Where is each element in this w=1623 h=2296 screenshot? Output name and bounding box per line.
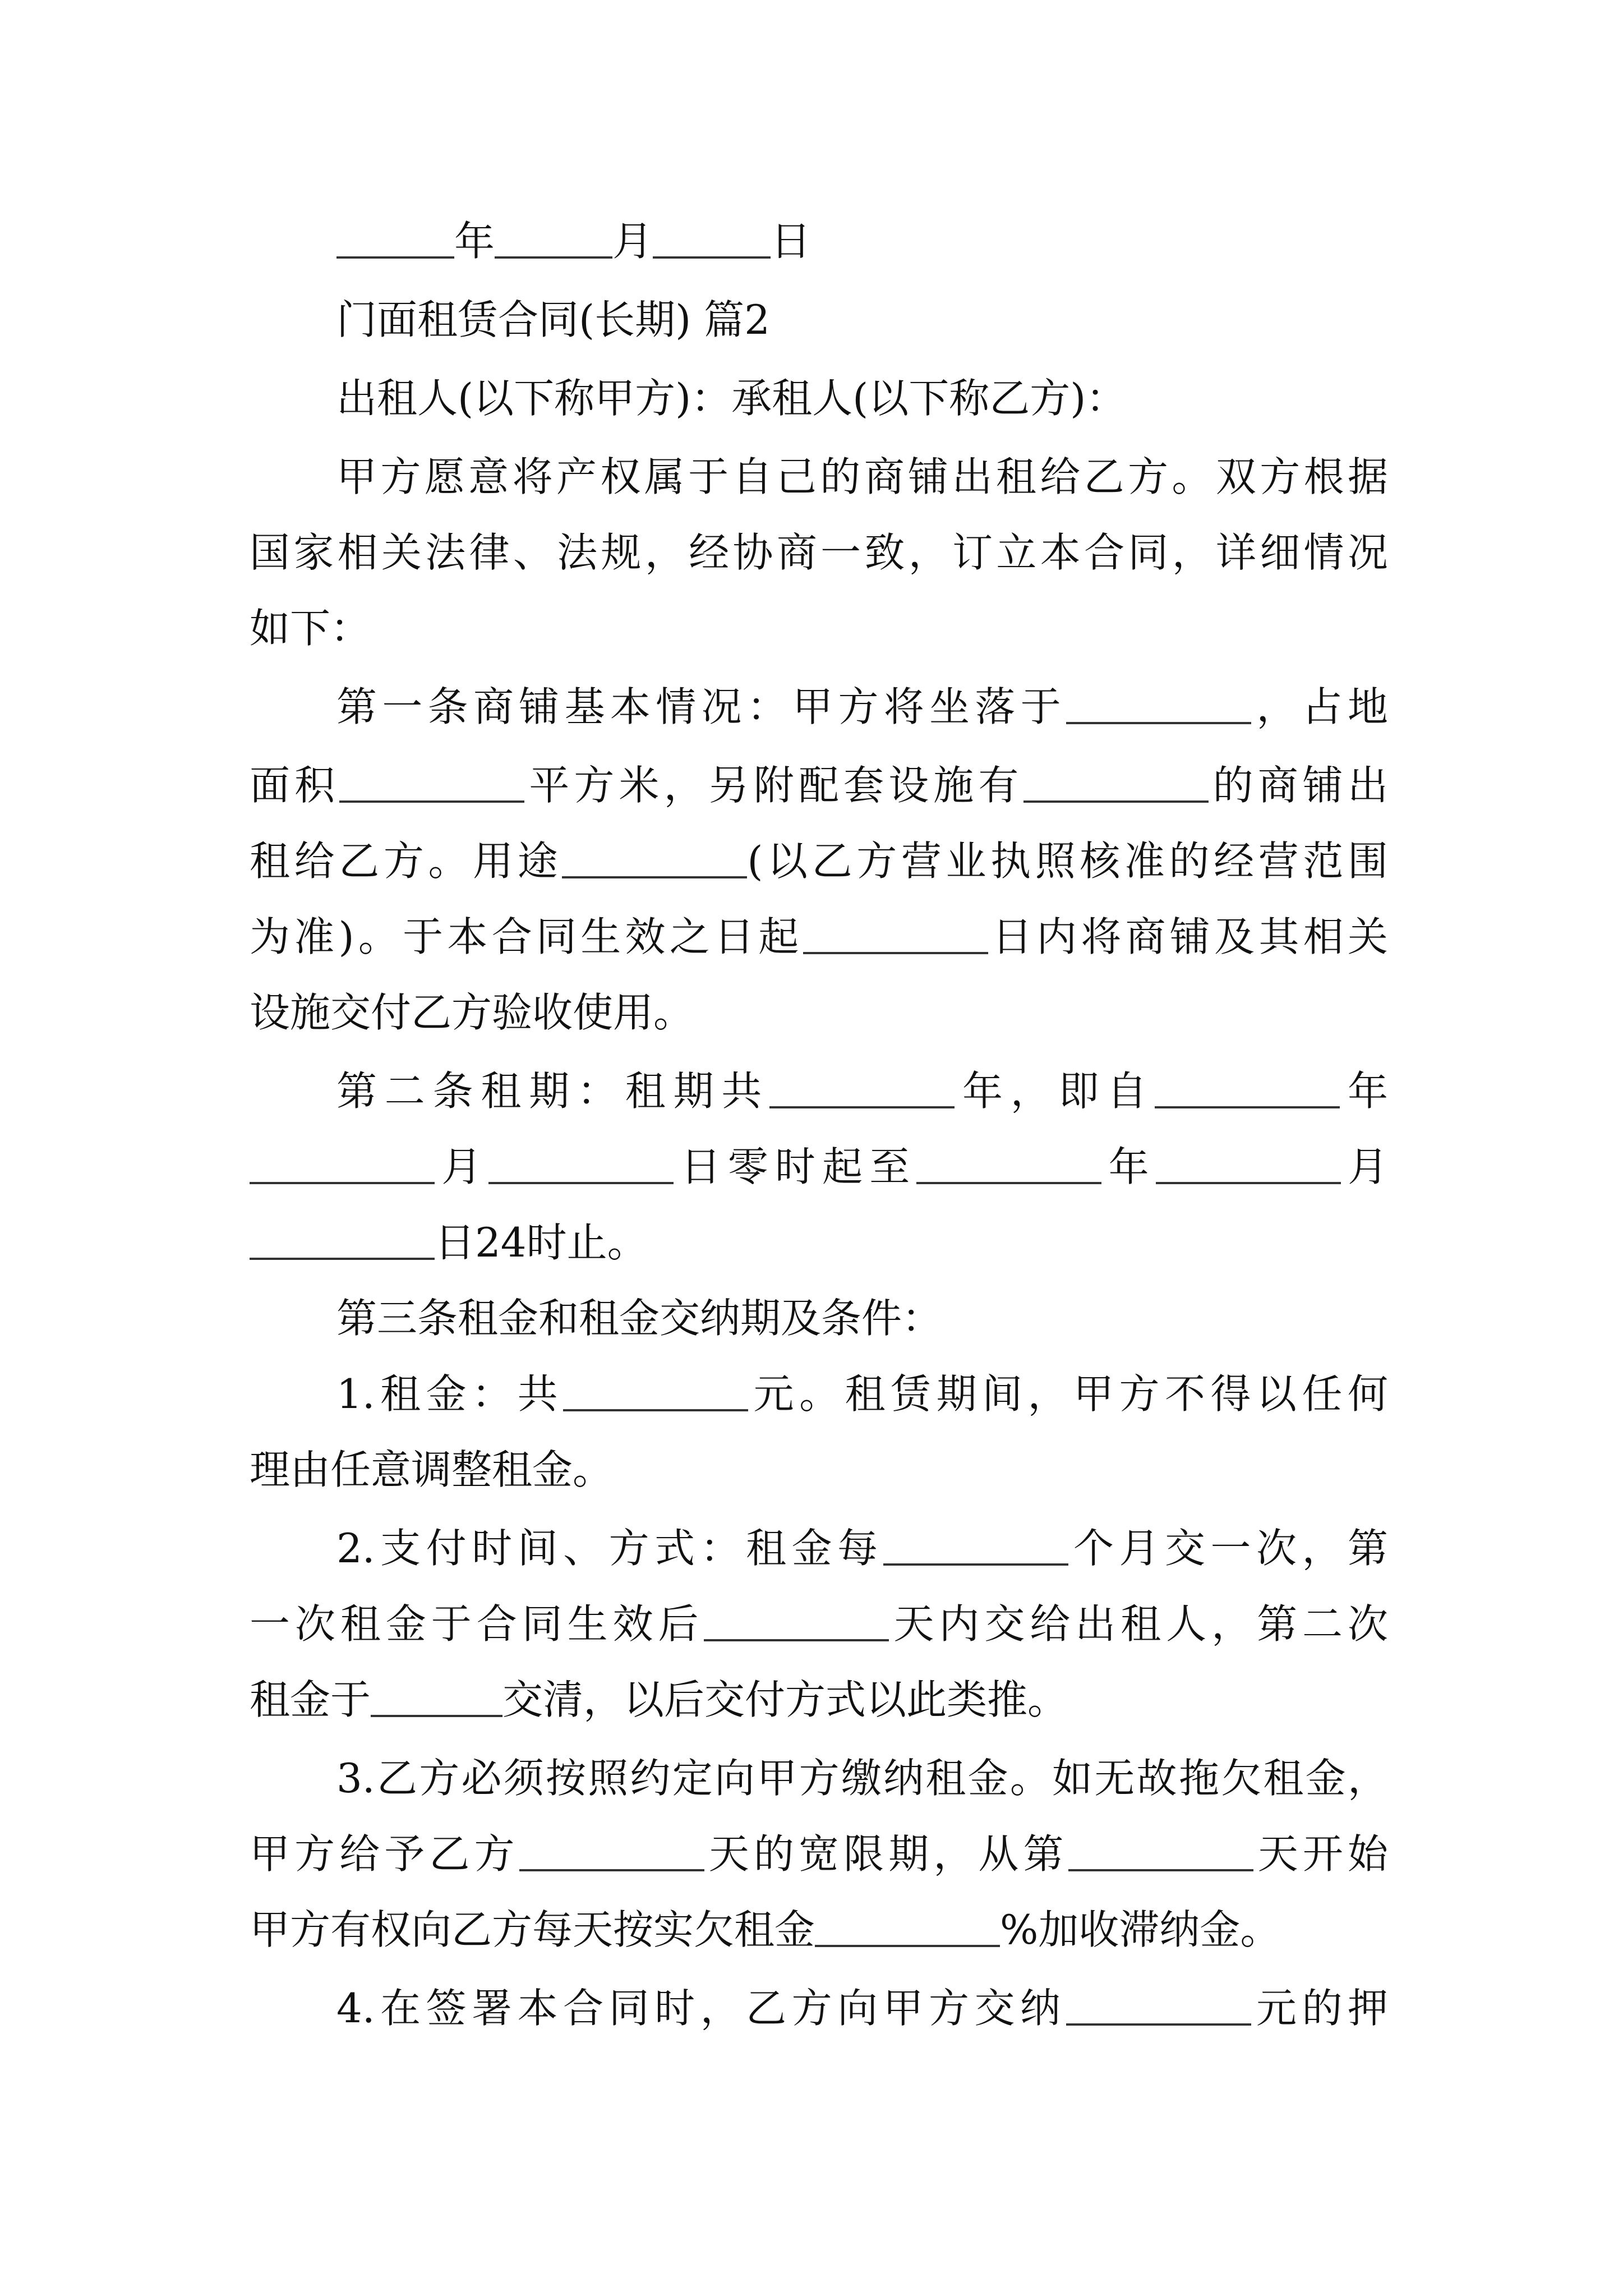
art3-p3-line-2: 甲方给予乙方 天的宽限期，从第 天开始: [250, 1830, 1388, 1878]
art3-p2-line-1: 2.支付时间、方式：租金每 个月交一次，第: [336, 1525, 1388, 1572]
area-blank: [339, 767, 524, 803]
art3-p3-line-1: 3.乙方必须按照约定向甲方缴纳租金。如无故拖欠租金，: [336, 1755, 1388, 1802]
address-blank: [1066, 688, 1251, 724]
art2-line-1: 第二条租期：租期共 年，即自 年: [336, 1068, 1388, 1115]
intro-line-2: 国家相关法律、法规，经协商一致，订立本合同，详细情况: [250, 529, 1388, 576]
art1-line-4: 为准)。于本合同生效之日起 日内将商铺及其相关: [250, 913, 1388, 960]
end-day-blank: [250, 1224, 435, 1260]
term-years-blank: [769, 1073, 955, 1108]
date-line: 年 月 日: [336, 196, 1475, 286]
art3-title: 第三条租金和租金交纳期及条件：: [336, 1295, 943, 1342]
end-month-blank: [1156, 1148, 1341, 1184]
art3-p1-line-2: 理由任意调整租金。: [250, 1446, 614, 1493]
delivery-days-blank: [803, 918, 988, 954]
penalty-rate-blank: [815, 1911, 1000, 1947]
art1-line-3: 租给乙方。用途 (以乙方营业执照核准的经营范围: [250, 838, 1388, 885]
year-blank: [336, 223, 454, 259]
pay-months-blank: [883, 1530, 1068, 1566]
art3-p4-line-1: 4.在签署本合同时，乙方向甲方交纳 元的押: [336, 1985, 1388, 2032]
intro-line-3: 如下：: [250, 605, 371, 652]
start-year-blank: [1155, 1073, 1340, 1108]
art1-line-5: 设施交付乙方验收使用。: [250, 989, 694, 1036]
first-pay-days-blank: [704, 1605, 889, 1641]
art3-p2-line-2: 一次租金于合同生效后 天内交给出租人，第二次: [250, 1600, 1388, 1648]
art2-line-3: 日24时止。: [250, 1198, 1388, 1287]
second-pay-blank: [371, 1681, 502, 1717]
penalty-start-blank: [1068, 1835, 1253, 1871]
deposit-blank: [1066, 1990, 1251, 2026]
day-blank: [653, 223, 771, 259]
art3-p1-line-1: 1.租金：共 元。租赁期间，甲方不得以任何: [336, 1370, 1388, 1418]
art1-line-1: 第一条商铺基本情况：甲方将坐落于 ，占地: [336, 683, 1388, 730]
art3-p3-line-3: 甲方有权向乙方每天按实欠租金 %加收滞纳金。: [250, 1906, 1281, 1953]
art3-p2-line-3: 租金于 交清，以后交付方式以此类推。: [250, 1676, 1068, 1723]
section-title: 门面租赁合同(长期) 篇2: [336, 296, 770, 343]
intro-line-1: 甲方愿意将产权属于自己的商铺出租给乙方。双方根据: [336, 453, 1388, 500]
art1-line-2: 面积 平方米，另附配套设施有 的商铺出: [250, 762, 1388, 809]
start-month-blank: [250, 1148, 435, 1184]
start-day-blank: [488, 1148, 674, 1184]
grace-days-blank: [519, 1835, 704, 1871]
rent-total-blank: [563, 1375, 748, 1411]
art2-line-2: 月 日零时起至 年 月: [250, 1122, 1388, 1212]
end-year-blank: [916, 1148, 1101, 1184]
parties-line: 出租人(以下称甲方)：承租人(以下称乙方)：: [336, 375, 1127, 422]
facilities-blank: [1023, 767, 1209, 803]
month-blank: [495, 223, 612, 259]
usage-blank: [562, 843, 747, 878]
